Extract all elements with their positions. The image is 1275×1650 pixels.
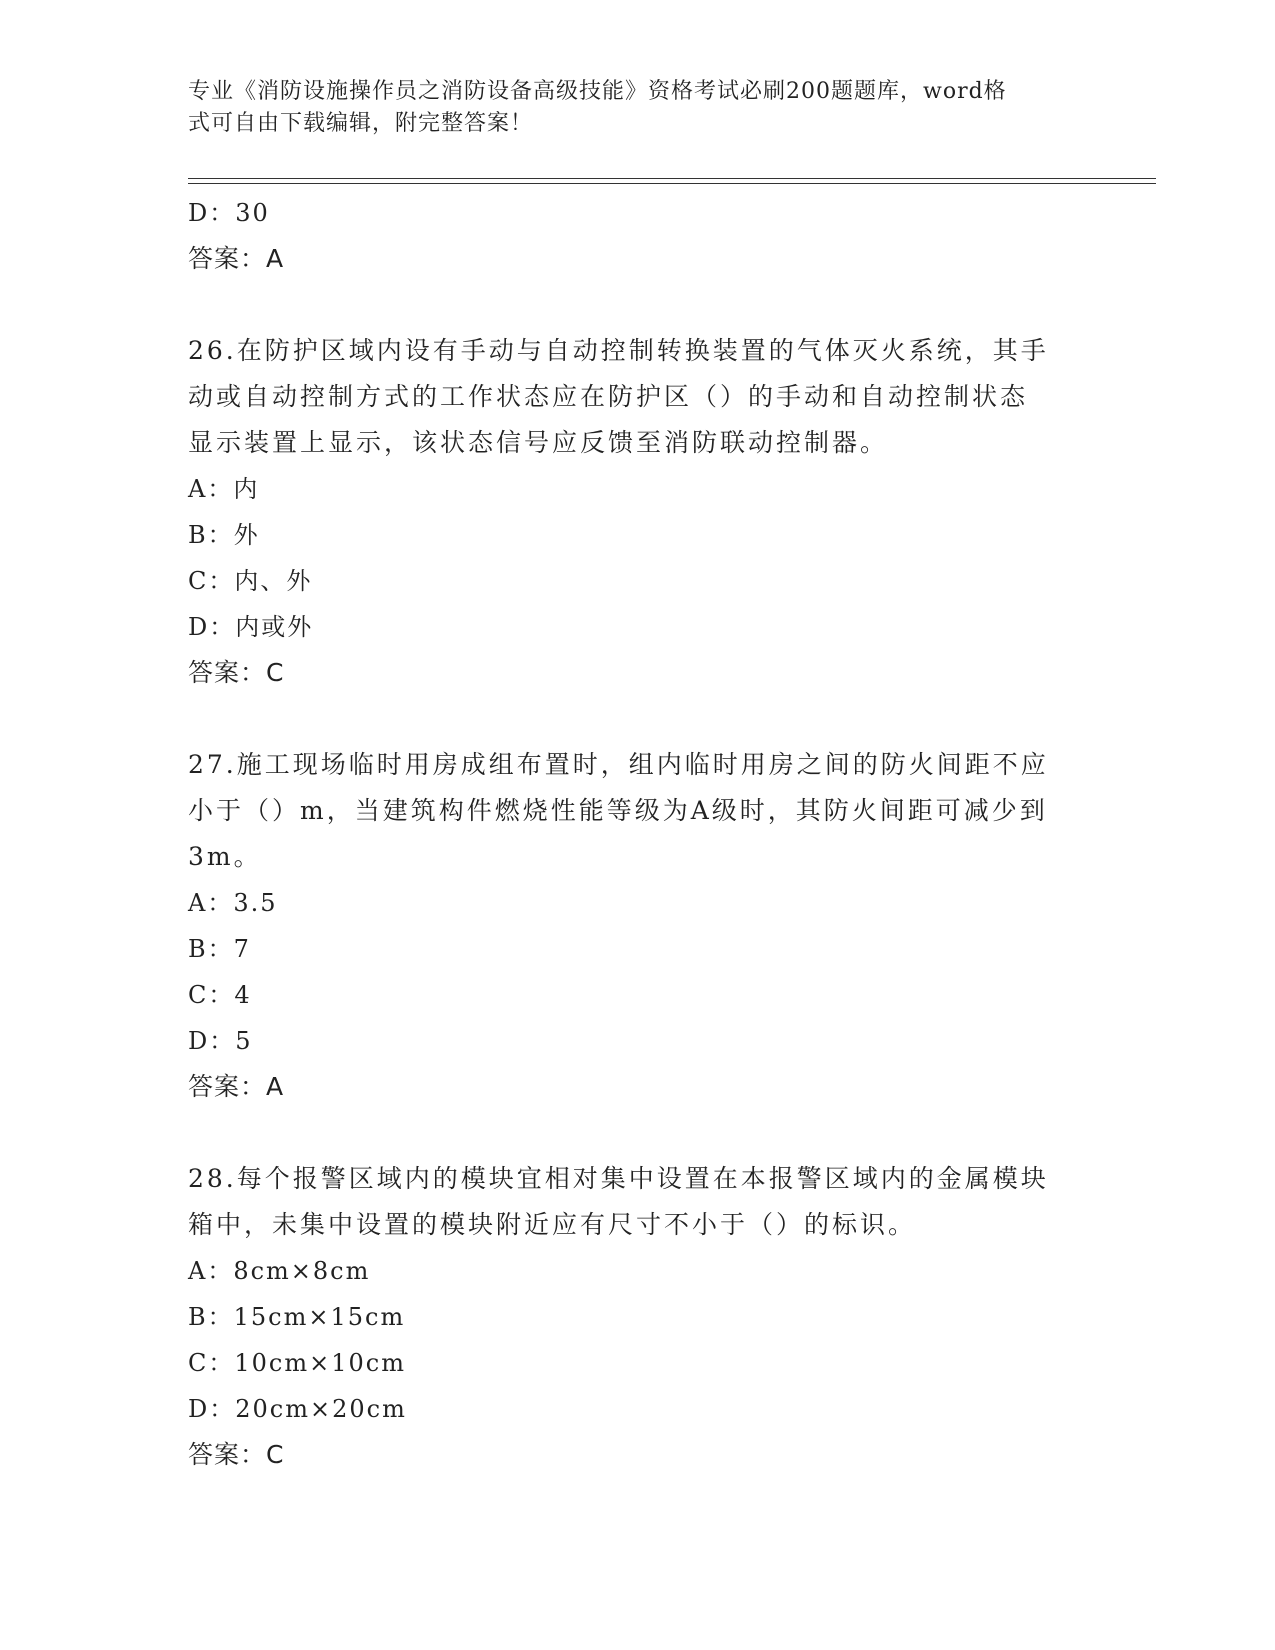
header-divider-top [188, 178, 1156, 179]
option-d: D：20cm×20cm [188, 1395, 407, 1423]
option-a: A：8cm×8cm [188, 1257, 371, 1285]
spacer [188, 696, 1088, 742]
question-stem-line: 箱中，未集中设置的模块附近应有尺寸不小于（）的标识。 [188, 1210, 917, 1239]
option-a: A：内 [188, 475, 260, 503]
option-a: A：3.5 [188, 889, 278, 917]
answer: 答案：C [188, 1440, 285, 1469]
header-divider-bottom [188, 183, 1156, 184]
question-stem-line: 动或自动控制方式的工作状态应在防护区（）的手动和自动控制状态 [188, 382, 1029, 411]
option-b: B：7 [188, 935, 251, 963]
prev-option-d: D：30 [188, 199, 270, 227]
header-line-2: 式可自由下载编辑，附完整答案！ [188, 111, 534, 136]
option-d: D：内或外 [188, 613, 314, 641]
answer: 答案：A [188, 1072, 285, 1101]
question-26 [188, 328, 1088, 696]
option-c: C：10cm×10cm [188, 1349, 406, 1377]
header-line-1: 专业《消防设施操作员之消防设备高级技能》资格考试必刷200题题库，word格 [188, 79, 1007, 104]
question-28 [188, 1156, 1088, 1478]
option-b: B：15cm×15cm [188, 1303, 406, 1331]
prev-answer: 答案：A [188, 244, 285, 273]
question-stem-line: 显示装置上显示，该状态信号应反馈至消防联动控制器。 [188, 428, 889, 457]
option-c: C：内、外 [188, 567, 313, 595]
option-b: B：外 [188, 521, 260, 549]
answer: 答案：C [188, 658, 285, 687]
spacer [188, 1110, 1088, 1156]
question-stem-line: 小于（）m，当建筑构件燃烧性能等级为A级时，其防火间距可减少到 [188, 796, 1048, 825]
option-d: D：5 [188, 1027, 253, 1055]
option-c: C：4 [188, 981, 252, 1009]
question-stem-line: 28.每个报警区域内的模块宜相对集中设置在本报警区域内的金属模块 [188, 1164, 1049, 1193]
document-header [188, 76, 1068, 140]
question-27 [188, 742, 1088, 1110]
spacer [188, 282, 1088, 328]
question-stem-line: 27.施工现场临时用房成组布置时，组内临时用房之间的防火间距不应 [188, 750, 1049, 779]
question-stem-line: 26.在防护区域内设有手动与自动控制转换装置的气体灭火系统，其手 [188, 336, 1049, 365]
question-stem-line: 3m。 [188, 842, 262, 871]
document-body [188, 190, 1088, 1478]
